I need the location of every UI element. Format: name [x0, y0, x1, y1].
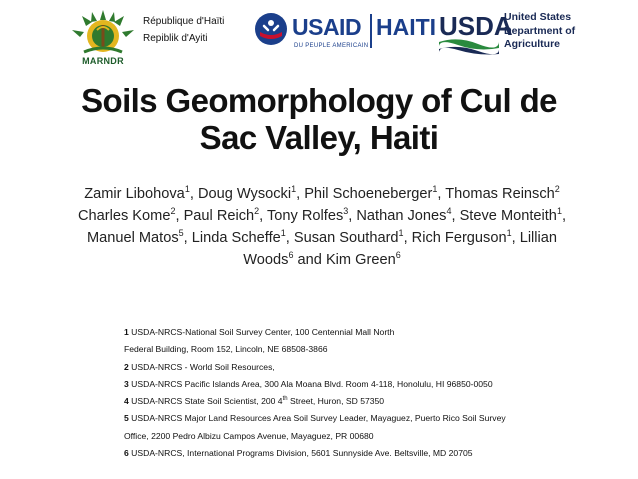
author-affiliation-mark: 2	[254, 206, 260, 216]
author-separator: ,	[437, 186, 446, 202]
affiliation-1-cont	[124, 341, 594, 358]
author	[412, 230, 512, 246]
author-list	[62, 183, 582, 271]
affiliation-2	[124, 359, 594, 376]
author-name: Charles Kome	[77, 208, 171, 224]
affiliation-number: 2	[124, 361, 129, 372]
author	[460, 208, 562, 224]
author-separator: ,	[348, 208, 357, 224]
affiliation-text: USDA-NRCS-National Soil Survey Center, 100 Centennial Mall North	[131, 327, 395, 337]
author-affiliation-mark: 4	[446, 206, 452, 216]
gov-line-creole: Repiblik d'Ayiti	[143, 33, 208, 44]
author-affiliation-mark: 2	[554, 184, 560, 194]
author	[198, 186, 296, 202]
usda-mark-icon	[438, 8, 513, 56]
author-separator: ,	[189, 186, 198, 202]
author	[267, 208, 348, 224]
author-name: Lillian Woods	[243, 230, 558, 268]
affiliation-1	[124, 324, 594, 341]
author-separator: ,	[259, 208, 268, 224]
usaid-tagline: DU PEUPLE AMERICAIN	[294, 43, 369, 49]
affiliation-4	[124, 393, 594, 410]
title-line-2: Sac Valley, Haiti	[199, 119, 439, 156]
title-line-1: Soils Geomorphology of Cul de	[81, 82, 557, 119]
author	[192, 230, 286, 246]
usda-full-name	[504, 11, 608, 52]
author-affiliation-mark: 2	[170, 206, 176, 216]
usda-logo	[438, 6, 608, 58]
author-affiliation-mark: 3	[343, 206, 349, 216]
author-affiliation-mark: 1	[556, 206, 562, 216]
author-affiliation-mark: 5	[178, 228, 184, 238]
affiliation-text: USDA-NRCS Major Land Resources Area Soil Survey Leader, Mayaguez, Puerto Rico Soil Survey	[131, 413, 506, 424]
author-name: Manuel Matos	[86, 230, 179, 246]
author-affiliation-mark: 1	[398, 228, 404, 238]
usda-name-line-1: United States	[504, 11, 572, 23]
author-conjunction: and	[297, 252, 322, 268]
author-name: Rich Ferguson	[411, 230, 507, 246]
author-separator: ,	[451, 208, 460, 224]
author	[184, 208, 260, 224]
affiliation-text: Federal Building, Room 152, Lincoln, NE 68508-3866	[124, 344, 328, 355]
marndr-logo	[64, 6, 142, 68]
author-affiliation-mark: 1	[291, 184, 297, 194]
author	[445, 186, 560, 202]
author-separator: ,	[511, 230, 520, 246]
author	[87, 230, 184, 246]
usaid-seal-icon	[254, 12, 288, 46]
usaid-country: HAITI	[376, 14, 437, 40]
author	[84, 186, 190, 202]
usda-name-line-2: Department of	[504, 24, 576, 37]
ordinal-suffix: th	[282, 396, 288, 403]
author-separator: ,	[175, 208, 184, 224]
author-name: Phil Schoeneberger	[304, 186, 433, 202]
marndr-emblem-icon	[64, 6, 142, 60]
usaid-haiti-logo	[252, 6, 437, 58]
author-name: Nathan Jones	[356, 208, 447, 224]
affiliation-number: 6	[124, 448, 129, 459]
affiliation-text: USDA-NRCS, International Programs Division, 5601 Sunnyside Ave. Beltsville, MD 20705	[131, 448, 473, 459]
affiliation-text: USDA-NRCS - World Soil Resources,	[131, 361, 275, 372]
author	[356, 208, 451, 224]
author-affiliation-mark: 6	[288, 250, 294, 260]
presentation-title	[30, 82, 608, 156]
author-affiliation-mark: 1	[184, 184, 190, 194]
author-name: Doug Wysocki	[197, 186, 292, 202]
affiliation-number: 5	[124, 413, 129, 424]
gov-line-french: République d'Haïti	[143, 16, 225, 27]
affiliation-list	[124, 324, 594, 462]
author-name: Linda Scheffe	[191, 230, 281, 246]
author-name: Paul Reich	[183, 208, 255, 224]
affiliation-5-cont	[124, 428, 594, 445]
author-separator: ,	[296, 186, 305, 202]
government-name	[143, 13, 224, 47]
author	[294, 230, 404, 246]
usda-name-line-3: Agriculture	[504, 38, 561, 50]
author	[326, 252, 401, 268]
author-affiliation-mark: 1	[280, 228, 286, 238]
author-name: Steve Monteith	[459, 208, 557, 224]
affiliation-6	[124, 445, 594, 462]
author	[78, 208, 175, 224]
author-separator: ,	[561, 208, 567, 224]
author-name: Kim Green	[325, 252, 396, 268]
author-name: Susan Southard	[293, 230, 399, 246]
author-separator: ,	[183, 230, 192, 246]
affiliation-text: Street, Huron, SD 57350	[287, 396, 385, 407]
author-name: Tony Rolfes	[267, 208, 344, 224]
affiliation-number: 3	[124, 378, 129, 389]
usda-wordmark: USDA	[439, 11, 513, 41]
author-separator: ,	[403, 230, 412, 246]
marndr-label: MARNDR	[82, 56, 124, 66]
usaid-wordmark: USAID	[292, 14, 362, 40]
affiliation-number: 1	[124, 327, 129, 337]
affiliation-3	[124, 376, 594, 393]
usaid-divider	[370, 14, 372, 48]
author-affiliation-mark: 6	[395, 250, 401, 260]
affiliation-number: 4	[124, 396, 129, 407]
author-name: Thomas Reinsch	[445, 186, 555, 202]
affiliation-text: USDA-NRCS State Soil Scientist, 200 4	[131, 396, 283, 407]
affiliation-text: Office, 2200 Pedro Albizu Campos Avenue, Mayaguez, PR 00680	[124, 430, 374, 441]
logo-bar	[0, 0, 638, 72]
author-affiliation-mark: 1	[506, 228, 512, 238]
affiliation-5	[124, 410, 594, 427]
author-name: Zamir Libohova	[84, 186, 185, 202]
author-separator: ,	[285, 230, 294, 246]
affiliation-text: USDA-NRCS Pacific Islands Area, 300 Ala Moana Blvd. Room 4-118, Honolulu, HI 96850-0050	[131, 378, 493, 389]
author	[304, 186, 437, 202]
author-affiliation-mark: 1	[432, 184, 438, 194]
